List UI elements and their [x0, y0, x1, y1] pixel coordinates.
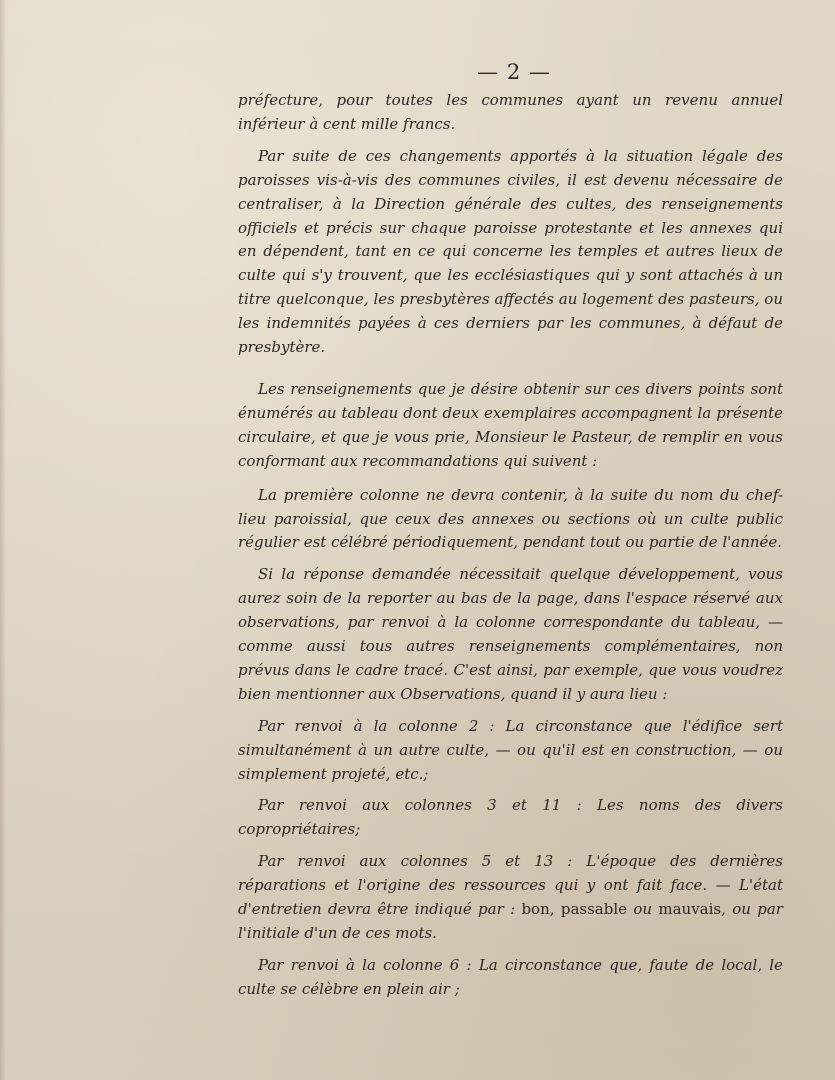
etat-ou: ou	[633, 900, 653, 919]
paragraph-changes: Par suite de ces changements apportés à la situation légale des paroisses vis-à-vis des communes civiles, il est devenu nécessaire de centraliser, à la Direction générale des cultes, des renseignements officiels et précis sur chaque paroisse protestante et les annexes qui en dépendent, tant en ce qui concerne les temples et autres lieux de culte qui s'y trouvent, que les ecclésiastiques qui y sont attachés à un titre quelconque, les presbytères affectés au logement des pasteurs, ou les indemnités payées à ces derniers par les communes, à défaut de presbytère.	[238, 146, 783, 357]
etat-initiale: ou par l'initiale d'un de ces mots.	[238, 900, 783, 942]
paragraph-premiere-colonne: La première colonne ne devra contenir, à la suite du nom du chef-lieu paroissial, que ceux des annexes ou sections où un culte public régulier est célébré périodiquement, pendant tout ou partie de l'année.	[238, 485, 783, 552]
etat-bon-passable: bon, passable	[521, 900, 628, 919]
paragraph-continuation: préfecture, pour toutes les communes ayant un revenu annuel inférieur à cent mille francs.	[238, 91, 783, 133]
document-body	[238, 89, 783, 1002]
colonnes-5-13-text: Par renvoi aux colonnes 5 et 13 : L'époque des dernières réparations et l'origine des ressources qui y ont fait face. — L'état d'entretien devra être indiqué par :	[238, 852, 783, 919]
paragraph-developpement: Si la réponse demandée nécessitait quelque développement, vous aurez soin de la reporter au bas de la page, dans l'espace réservé aux observations, par renvoi à la colonne correspondante du tableau, — comme aussi tous autres renseignements complémentaires, non prévus dans le cadre tracé. C'est ainsi, par exemple, que vous voudrez bien mentionner aux Observations, quand il y aura lieu :	[238, 565, 783, 703]
paragraph-renseignements: Les renseignements que je désire obtenir sur ces divers points sont énumérés au tableau dont deux exemplaires accompagnent la présente circulaire, et que je vous prie, Monsieur le Pasteur, de remplir en vous conformant aux recommandations qui suivent :	[238, 379, 783, 470]
etat-mauvais: mauvais,	[658, 900, 726, 919]
paragraph-colonnes-5-13	[238, 850, 783, 946]
paragraph-colonnes-3-11: Par renvoi aux colonnes 3 et 11 : Les noms des divers copropriétaires;	[238, 796, 783, 839]
paragraph-colonne-6: Par renvoi à la colonne 6 : La circonstance que, faute de local, le culte se célèbre en plein air ;	[238, 955, 783, 998]
page-number: — 2 —	[477, 60, 551, 84]
paragraph-colonne-2: Par renvoi à la colonne 2 : La circonstance que l'édifice sert simultanément à un autre culte, — ou qu'il est en construction, — ou simplement projeté, etc.;	[238, 716, 783, 783]
